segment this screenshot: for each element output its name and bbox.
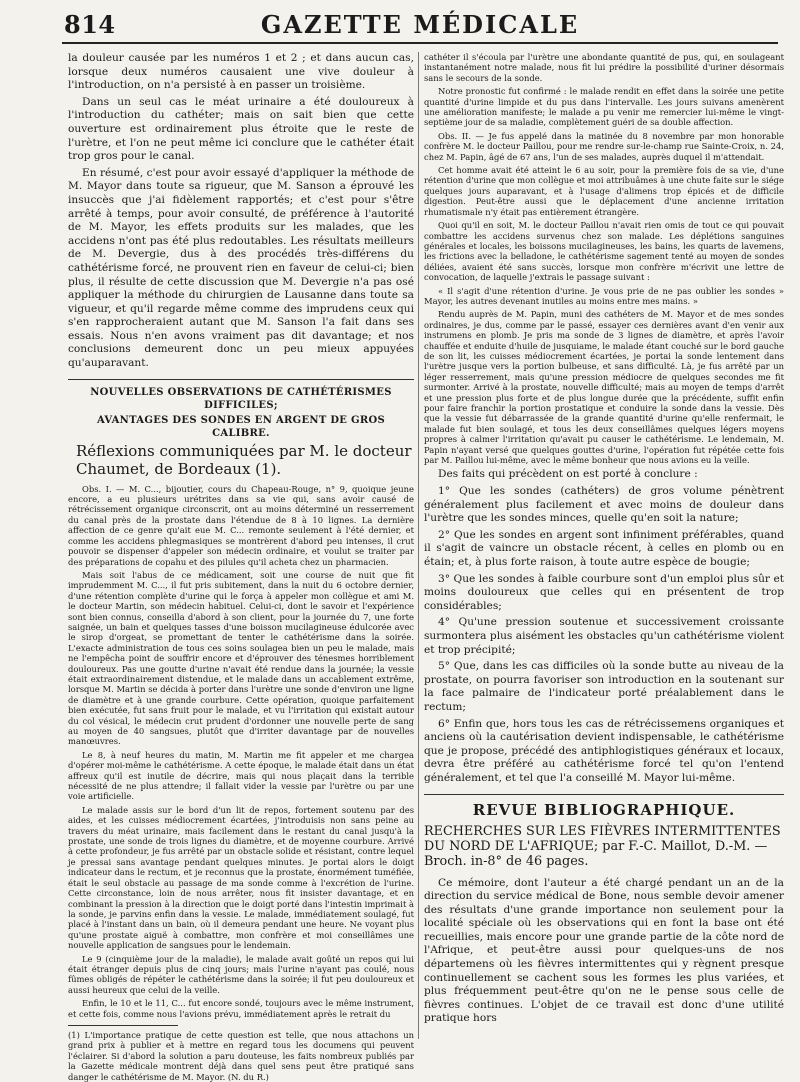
observation-paragraph: Enfin, le 10 et le 11, C... fut encore sondé, toujours avec le même instrument, et cette fois, comme nous l'avions prévu, immédiatement après le retrait du: [68, 998, 414, 1019]
conclusion-item: 4° Qu'une pression soutenue et successivement croissante surmontera plus aisément les obstacles qu'un cathétérisme violent et trop précipité;: [424, 616, 784, 656]
observation-paragraph: Obs. I. — M. C..., bijoutier, cours du Chapeau-Rouge, n° 9, quoique jeune encore, a eu plusieurs urétrites dans sa vie qui, sans avoir causé de rétrécissement organique circonscrit, ont au moins déterminé un resserrement du canal près de la prostate dans l'étendue de 8 à 10 lignes. La dernière affection de ce genre qu'ait eue M. C... remonte seulement à l'été dernier, et comme les accidens phlegmasiques se montrèrent d'abord peu intenses, il crut pouvoir se dispenser d'appeler son médecin ordinaire, et voulut se traiter par des préparations de copahu et des pilules qu'il acheta chez un pharmacien.: [68, 483, 414, 567]
observation-paragraph: Cet homme avait été atteint le 6 au soir, pour la première fois de sa vie, d'une rétention d'urine que mon collègue et moi attribuâmes à une chute faite sur le siége quelques jours auparavant, et à l'usage d'alimens trop épicés et de difficile digestion. Peut-être aussi que le déplacement d'une ancienne irritation rhumatismale n'y était pas entièrement étrangère.: [424, 165, 784, 217]
observation-paragraph: Quoi qu'il en soit, M. le docteur Paillou n'avait rien omis de tout ce qui pouvait combattre les accidens survenus chez son malade. Les déplétions sanguines générales et locales, les boissons mucilagineuses, les bains, les quarts de lavemens, les frictions avec la belladone, le cathétérisme sagement tenté au moyen de sondes déliées, avaient été sans succès, lorsque mon confrère m'écrivit une lettre de convocation, de laquelle j'extrais le passage suivant :: [424, 220, 784, 283]
review-title: REVUE BIBLIOGRAPHIQUE.: [472, 800, 736, 819]
footnote: (1) L'importance pratique de cette question est telle, que nous attachons un grand prix à publier et à mettre en regard tous les documens qui peuvent l'éclairer. Si d'abord la solution a paru douteuse, les faits nombreux publiés par la Gazette médicale montrent déjà dans quel sens peut être pratiqué sans danger le cathétérisme de M. Mayor. (N. du R.): [68, 1029, 414, 1082]
review-body: Ce mémoire, dont l'auteur a été chargé pendant un an de la direction du service médical de Bone, nous semble devoir amener des résultats d'une grande importance non seulement pour la localité spéciale où les observations qui en font la base ont été recueillies, mais encore pour une grande partie de la côte nord de l'Afrique, et peut-être aussi pour quelques-uns de nos départemens où les fièvres intermittentes qui y règnent presque continuellement se cachent sous les formes les plus variées, et plus fréquemment peut-être qu'on ne le pense sous celle de fièvres continues. L'objet de ce travail est donc d'une utilité pratique hors: [424, 876, 784, 1025]
page-header: [62, 8, 778, 44]
section-rule: [68, 379, 414, 380]
conclusion-item: 1° Que les sondes (cathéters) de gros volume pénètrent généralement plus facilement et avec moins de douleur dans l'urètre que les sondes minces, quelle qu'en soit la nature;: [424, 485, 784, 525]
paragraph: En résumé, c'est pour avoir essayé d'appliquer la méthode de M. Mayor dans toute sa rigueur, que M. Sanson a éprouvé les insuccès que j'ai fidèlement rapportés; et c'est pour s'être arrêté à temps, pour avoir consulté, de préférence à l'autorité de M. Mayor, les effets produits sur les malades, que les accidens n'ont pas été plus redoutables. Les résultats meilleurs de M. Devergie, dus à des procédés très-différens du cathétérisme forcé, ne prouvent rien en faveur de celui-ci; bien plus, il résulte de cette discussion que M. Devergie n'a pas osé appliquer la méthode du chirurgien de Lausanne dans toute sa vigueur, et qu'il regarde même comme des imprudens ceux qui s'en rapprocheraient autant que M. Sanson l'a fait dans ses essais. Nous n'en avons vraiment pas dit davantage; et nos conclusions demeurent donc un peu mieux appuyées qu'auparavant.: [68, 166, 414, 370]
conclusion-intro: Des faits qui précèdent on est porté à conclure :: [438, 468, 698, 481]
conclusion-item: 6° Enfin que, hors tous les cas de rétrécissemens organiques et anciens où la cautérisation devient indispensable, le cathétérisme que je propose, précédé des antiphlogistiques généraux et locaux, devra être préféré au cathétérisme forcé tel qu'on l'entend généralement, et tel que l'a conseillé M. Mayor lui-même.: [424, 717, 784, 784]
conclusion-item: 2° Que les sondes en argent sont infiniment préférables, quand il s'agit de vaincre un obstacle récent, à celles en plomb ou en étain; et, à plus forte raison, à toute autre espèce de bougie;: [424, 528, 784, 568]
observation-paragraph: Obs. II. — Je fus appelé dans la matinée du 8 novembre par mon honorable confrère M. le docteur Paillou, pour me rendre sur-le-champ rue Sainte-Croix, n. 24, chez M. Papin, âgé de 67 ans, l'un de ses malades, auprès duquel il m'attendait.: [424, 130, 784, 162]
conclusion-item: 5° Que, dans les cas difficiles où la sonde butte au niveau de la prostate, on pourra favoriser son introduction en la soutenant sur la face palmaire de l'indicateur porté préalablement dans le rectum;: [424, 660, 784, 713]
observation-paragraph: Le 8, à neuf heures du matin, M. Martin me fit appeler et me chargea d'opérer moi-même le cathétérisme. A cette époque, le malade était dans un état affreux qu'il est inutile de décrire, mais qui nous plaçait dans la terrible nécessité de ne plus attendre; il fallait vider la vessie par l'urètre ou par une voie artificielle.: [68, 749, 414, 802]
observation-paragraph: Mais soit l'abus de ce médicament, soit une course de nuit que fit imprudemment M. C..., il fut pris subitement, dans la nuit du 6 octobre dernier, d'une rétention complète d'urine qui le força à appeler mon collègue et ami M. le docteur Martin, son médecin habituel. Celui-ci, dont le savoir et l'expérience sont bien connus, conseilla d'abord à son client, pour la journée du 7, une forte saignée, un bain et quelques tasses d'une boisson mucilagineuse édulcorée avec le sirop d'orgeat, se promettant de tenter le cathétérisme dans la soirée. L'exacte administration de tous ces soins soulagea bien un peu le malade, mais ne l'empêcha point de souffrir encore et d'éprouver des ténesmes horriblement douloureux. Pas une goutte d'urine n'avait été rendue dans la journée; la vessie était extraordinairement distendue, et le malade dans un accablement extrême, lorsque M. Martin se décida à porter dans l'urètre une sonde d'environ une ligne de diamètre et à une grande courbure. Cette opération, quoique parfaitement bien exécutée, fut sans fruit pour le malade, et vu l'irritation qui existait autour du col vésical, le médecin crut prudent d'ordonner une nouvelle perte de sang au moyen de 40 sangsues, plutôt que d'irriter davantage par de nouvelles manœuvres.: [68, 569, 414, 747]
column-divider: [418, 52, 419, 1039]
observation-paragraph: Le malade assis sur le bord d'un lit de repos, fortement soutenu par des aides, et les cuisses médiocrement écartées, j'introduisis non sans peine au travers du méat urinaire, mais facilement dans le restant du canal jusqu'à la prostate, une sonde de trois lignes du diamètre, et de moyenne courbure. Arrivé à cette profondeur, je fus arrêté par un obstacle solide et résistant, contre lequel je pressai sans avantage pendant quelques minutes. Je portai alors le doigt indicateur dans le rectum, et je reconnus que la prostate, énormément tuméfiée, était le seul obstacle au passage de ma sonde comme à l'excrétion de l'urine. Cette circonstance, loin de nous arrêter, nous fit insister davantage, et en combinant la pression à la direction que le doigt porté dans l'intestin imprimait à la sonde, je parvins enfin dans la vessie. Le malade, immédiatement soulagé, fut placé à l'instant dans un bain, où il demeura pendant une heure. Ne voyant plus qu'une prostate aiguë à combattre, mon confrère et moi conseillâmes une nouvelle application de sangsues pour le lendemain.: [68, 804, 414, 951]
page-number: 814: [64, 10, 116, 39]
left-column: [68, 52, 414, 1082]
observation-paragraph: Le 9 (cinquième jour de la maladie), le malade avait goûté un repos qui lui était étranger depuis plus de cinq jours; mais l'urine n'ayant pas coulé, nous fûmes obligés de répéter le cathétérisme dans la soirée; il fut peu douloureux et aussi heureux que celui de la veille.: [68, 953, 414, 995]
right-column: [424, 52, 784, 1041]
review-subtitle: RECHERCHES SUR LES FIÈVRES INTERMITTENTES DU NORD DE L'AFRIQUE; par F.-C. Maillot, D.-M. — Broch. in-8° de 46 pages.: [424, 823, 781, 869]
paragraph: Dans un seul cas le méat urinaire a été douloureux à l'introduction du cathéter; mais on sait bien que cette ouverture est ordinairement plus étroite que le reste de l'urètre, et l'on ne peut même ici conclure que le cathéter était trop gros pour le canal.: [68, 95, 414, 163]
section-heading: NOUVELLES OBSERVATIONS DE CATHÉTÉRISMES DIFFICILES;: [90, 386, 392, 411]
observation-paragraph: Notre pronostic fut confirmé : le malade rendit en effet dans la soirée une petite quantité d'urine limpide et du pus dans l'intervalle. Les jours suivans amenèrent une amélioration manifeste; le malade a pu venir me remercier lui-même le vingt-septième jour de sa maladie, complètement guéri de sa double affection.: [424, 86, 784, 128]
observation-paragraph: Rendu auprès de M. Papin, muni des cathéters de M. Mayor et de mes sondes ordinaires, je dus, comme par le passé, essayer ces dernières avant d'en venir aux instrumens en plomb. Je pris ma sonde de 3 lignes de diamètre, et après l'avoir chauffée et enduite d'huile de jusquiame, le malade étant couché sur le bord gauche de son lit, les cuisses médiocrement écartées, je portai la sonde lentement dans l'urètre jusque vers la portion bulbeuse, et sans difficulté. Là, je fus arrêté par un léger resserrement, mais qu'une pression médiocre de quelques secondes me fit surmonter. Arrivé à la prostate, nouvelle difficulté; mais au moyen de temps d'arrêt et une pression plus forte et de plus longue durée que la précédente, suffit enfin pour faire franchir la portion prostatique et conduire la sonde dans la vessie. Dès que la vessie fut débarrassée de la grande quantité d'urine qu'elle renfermait, le malade fut bien soulagé, et tous les deux conseillâmes quelques légers moyens propres à calmer l'irritation qu'avait pu causer le cathétérisme. Le lendemain, M. Papin n'ayant versé que quelques gouttes d'urine, l'opération fut répétée cette fois par M. Paillou lui-même, avec le même bonheur que nous avions eu la veille.: [424, 309, 784, 466]
quoted-letter: « Il s'agit d'une rétention d'urine. Je vous prie de ne pas oublier les sondes » Mayor, les autres devenant inutiles au moins entre mes mains. »: [424, 285, 784, 306]
journal-title: GAZETTE MÉDICALE: [260, 10, 580, 39]
observation-paragraph: cathéter il s'écoula par l'urètre une abondante quantité de pus, qui, en soulageant instantanément notre malade, nous fit lui prédire la possibilité d'uriner désormais sans le secours de la sonde.: [424, 52, 784, 83]
section-byline: Réflexions communiquées par M. le docteur Chaumet, de Bordeaux (1).: [76, 441, 412, 478]
section-rule: [424, 794, 784, 795]
conclusion-item: 3° Que les sondes à faible courbure sont d'un emploi plus sûr et moins douloureux que celles qui en présentent de trop considérables;: [424, 572, 784, 612]
paragraph: la douleur causée par les numéros 1 et 2 ; et dans aucun cas, lorsque deux numéros causaient une vive douleur à l'introduction, on n'a persisté à en passer un troisième.: [68, 52, 414, 92]
footnote-rule: [68, 1025, 178, 1026]
section-heading: AVANTAGES DES SONDES EN ARGENT DE GROS CALIBRE.: [97, 414, 385, 439]
